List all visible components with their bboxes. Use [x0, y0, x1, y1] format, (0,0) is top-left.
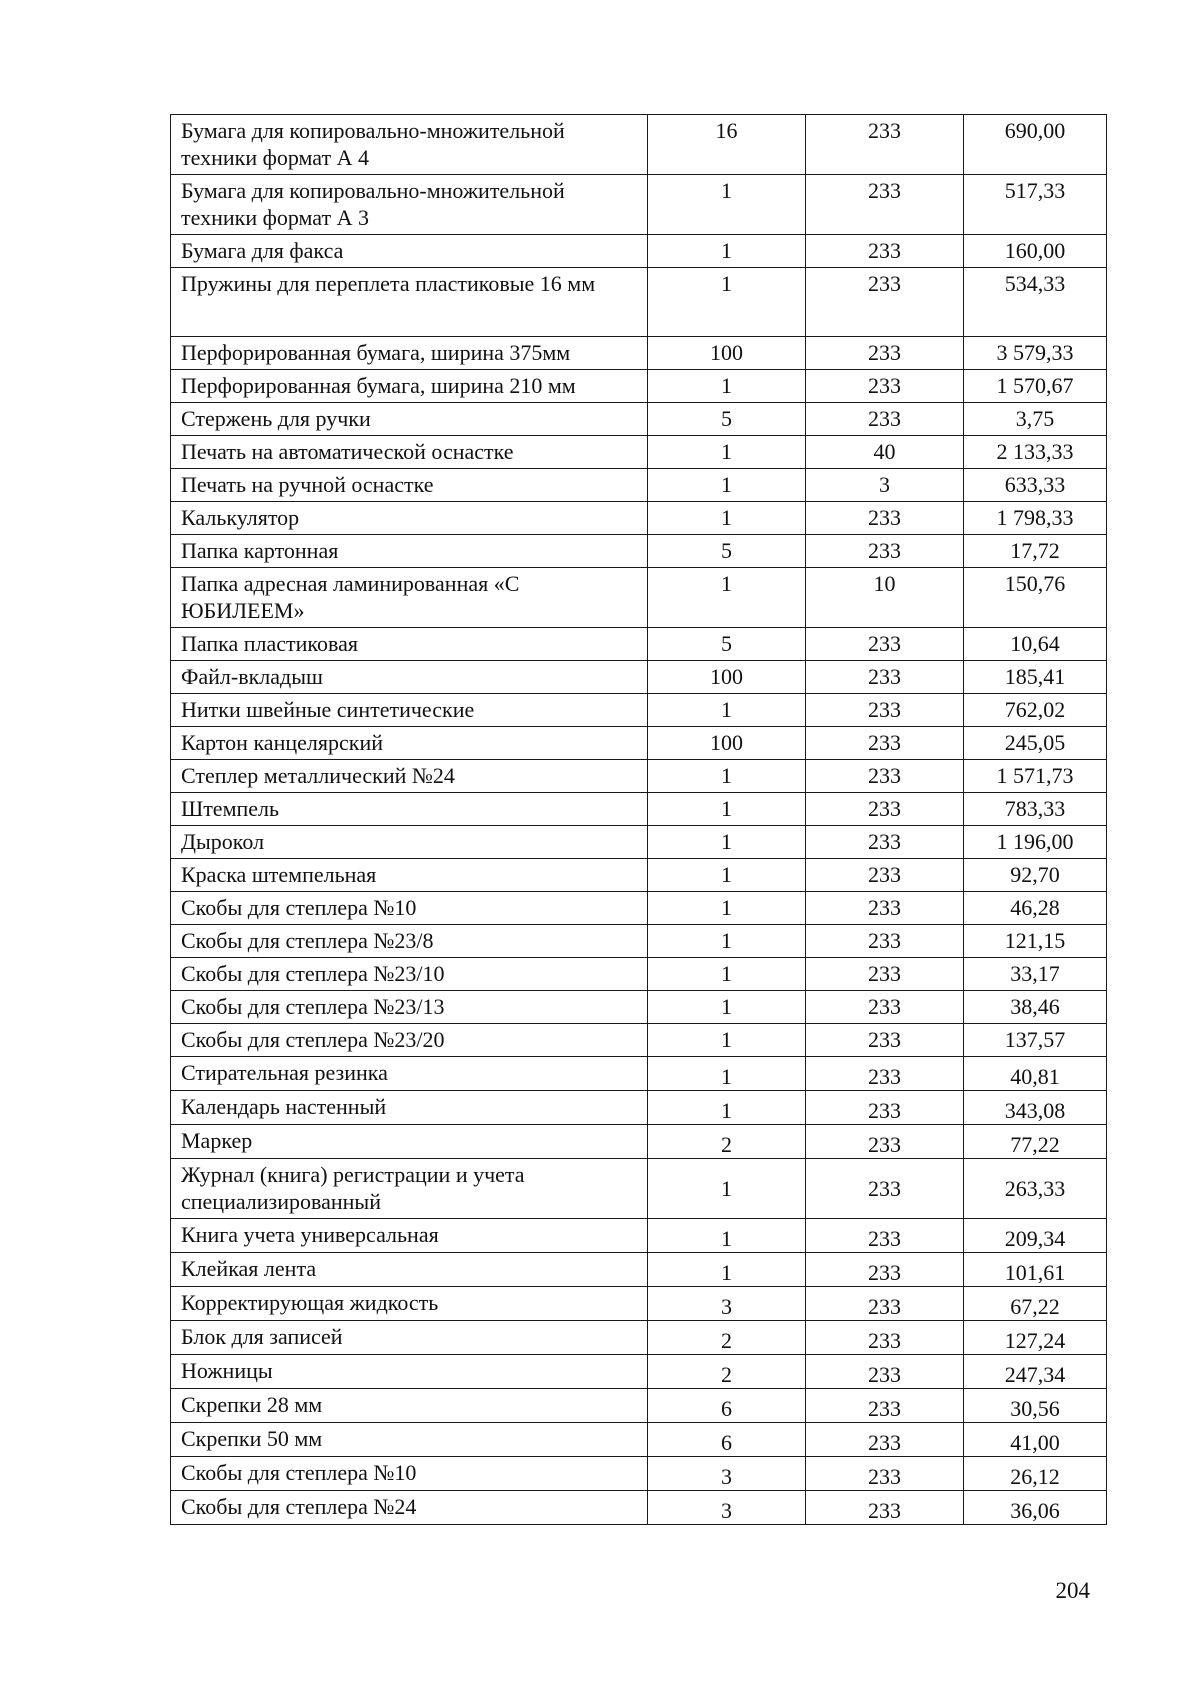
amount-cell: 30,56: [964, 1389, 1107, 1423]
days-cell: 233: [806, 1091, 964, 1125]
amount-cell: 534,33: [964, 268, 1107, 337]
table-row: [171, 469, 1107, 502]
days-cell: 233: [806, 859, 964, 892]
quantity-cell: 5: [648, 535, 806, 568]
quantity-cell: 3: [648, 1287, 806, 1321]
quantity-cell: 1: [648, 436, 806, 469]
amount-cell: 263,33: [964, 1159, 1107, 1219]
table-row: [171, 175, 1107, 235]
item-name-cell: Бумага для копировально-множительной техники формат А 3: [171, 175, 648, 235]
table-row: [171, 268, 1107, 337]
days-cell: 233: [806, 793, 964, 826]
amount-cell: 77,22: [964, 1125, 1107, 1159]
item-name-cell: Бумага для копировально-множительной техники формат А 4: [171, 115, 648, 175]
days-cell: 233: [806, 958, 964, 991]
days-cell: 233: [806, 1389, 964, 1423]
quantity-cell: 1: [648, 1253, 806, 1287]
item-name-cell: Бумага для факса: [171, 235, 648, 268]
quantity-cell: 1: [648, 568, 806, 628]
days-cell: 233: [806, 727, 964, 760]
quantity-cell: 5: [648, 628, 806, 661]
table-row: [171, 1423, 1107, 1457]
table-row: [171, 1389, 1107, 1423]
days-cell: 233: [806, 628, 964, 661]
item-name-cell: Степлер металлический №24: [171, 760, 648, 793]
amount-cell: 185,41: [964, 661, 1107, 694]
table-row: [171, 1024, 1107, 1057]
item-name-cell: Скрепки 28 мм: [171, 1389, 648, 1423]
item-name-cell: Штемпель: [171, 793, 648, 826]
table-row: [171, 1125, 1107, 1159]
days-cell: 233: [806, 1159, 964, 1219]
amount-cell: 121,15: [964, 925, 1107, 958]
days-cell: 233: [806, 1321, 964, 1355]
table-row: [171, 1355, 1107, 1389]
quantity-cell: 1: [648, 892, 806, 925]
table-row: [171, 661, 1107, 694]
table-row: [171, 568, 1107, 628]
days-cell: 3: [806, 469, 964, 502]
days-cell: 233: [806, 892, 964, 925]
amount-cell: 92,70: [964, 859, 1107, 892]
amount-cell: 2 133,33: [964, 436, 1107, 469]
table-row: [171, 694, 1107, 727]
quantity-cell: 6: [648, 1423, 806, 1457]
table-row: [171, 760, 1107, 793]
days-cell: 233: [806, 991, 964, 1024]
quantity-cell: 100: [648, 661, 806, 694]
days-cell: 233: [806, 760, 964, 793]
item-name-cell: Папка картонная: [171, 535, 648, 568]
amount-cell: 36,06: [964, 1491, 1107, 1525]
item-name-cell: Файл-вкладыш: [171, 661, 648, 694]
item-name-cell: Скобы для степлера №10: [171, 1457, 648, 1491]
quantity-cell: 3: [648, 1491, 806, 1525]
table-row: [171, 337, 1107, 370]
item-name-cell: Ножницы: [171, 1355, 648, 1389]
table-row: [171, 892, 1107, 925]
amount-cell: 46,28: [964, 892, 1107, 925]
amount-cell: 127,24: [964, 1321, 1107, 1355]
item-name-cell: Печать на ручной оснастке: [171, 469, 648, 502]
days-cell: 233: [806, 1423, 964, 1457]
table-row: [171, 925, 1107, 958]
item-name-cell: Книга учета универсальная: [171, 1219, 648, 1253]
days-cell: 233: [806, 925, 964, 958]
days-cell: 233: [806, 694, 964, 727]
item-name-cell: Краска штемпельная: [171, 859, 648, 892]
item-name-cell: Нитки швейные синтетические: [171, 694, 648, 727]
quantity-cell: 1: [648, 760, 806, 793]
quantity-cell: 100: [648, 727, 806, 760]
days-cell: 233: [806, 661, 964, 694]
quantity-cell: 2: [648, 1125, 806, 1159]
days-cell: 40: [806, 436, 964, 469]
table-row: [171, 1457, 1107, 1491]
days-cell: 10: [806, 568, 964, 628]
item-name-cell: Клейкая лента: [171, 1253, 648, 1287]
table-row: [171, 628, 1107, 661]
quantity-cell: 1: [648, 1024, 806, 1057]
days-cell: 233: [806, 1024, 964, 1057]
amount-cell: 633,33: [964, 469, 1107, 502]
item-name-cell: Скобы для степлера №23/8: [171, 925, 648, 958]
quantity-cell: 1: [648, 925, 806, 958]
days-cell: 233: [806, 1457, 964, 1491]
amount-cell: 137,57: [964, 1024, 1107, 1057]
table-row: [171, 991, 1107, 1024]
quantity-cell: 1: [648, 469, 806, 502]
quantity-cell: 1: [648, 694, 806, 727]
item-name-cell: Маркер: [171, 1125, 648, 1159]
table-row: [171, 1057, 1107, 1091]
table-row: [171, 793, 1107, 826]
table-row: [171, 826, 1107, 859]
days-cell: 233: [806, 535, 964, 568]
days-cell: 233: [806, 175, 964, 235]
table-row: [171, 1159, 1107, 1219]
days-cell: 233: [806, 268, 964, 337]
days-cell: 233: [806, 1125, 964, 1159]
supplies-table: [170, 114, 1107, 1525]
amount-cell: 33,17: [964, 958, 1107, 991]
days-cell: 233: [806, 337, 964, 370]
amount-cell: 245,05: [964, 727, 1107, 760]
quantity-cell: 1: [648, 268, 806, 337]
amount-cell: 783,33: [964, 793, 1107, 826]
item-name-cell: Скрепки 50 мм: [171, 1423, 648, 1457]
amount-cell: 26,12: [964, 1457, 1107, 1491]
amount-cell: 1 196,00: [964, 826, 1107, 859]
amount-cell: 101,61: [964, 1253, 1107, 1287]
item-name-cell: Стирательная резинка: [171, 1057, 648, 1091]
table-row: [171, 1321, 1107, 1355]
days-cell: 233: [806, 403, 964, 436]
table-row: [171, 1287, 1107, 1321]
amount-cell: 160,00: [964, 235, 1107, 268]
quantity-cell: 2: [648, 1321, 806, 1355]
quantity-cell: 100: [648, 337, 806, 370]
item-name-cell: Блок для записей: [171, 1321, 648, 1355]
amount-cell: 1 570,67: [964, 370, 1107, 403]
item-name-cell: Скобы для степлера №23/20: [171, 1024, 648, 1057]
days-cell: 233: [806, 115, 964, 175]
quantity-cell: 6: [648, 1389, 806, 1423]
days-cell: 233: [806, 1491, 964, 1525]
quantity-cell: 1: [648, 1091, 806, 1125]
table-row: [171, 502, 1107, 535]
amount-cell: 10,64: [964, 628, 1107, 661]
amount-cell: 517,33: [964, 175, 1107, 235]
quantity-cell: 1: [648, 793, 806, 826]
quantity-cell: 16: [648, 115, 806, 175]
amount-cell: 38,46: [964, 991, 1107, 1024]
quantity-cell: 1: [648, 1159, 806, 1219]
amount-cell: 67,22: [964, 1287, 1107, 1321]
item-name-cell: Папка пластиковая: [171, 628, 648, 661]
table-row: [171, 1219, 1107, 1253]
days-cell: 233: [806, 826, 964, 859]
item-name-cell: Картон канцелярский: [171, 727, 648, 760]
item-name-cell: Скобы для степлера №24: [171, 1491, 648, 1525]
item-name-cell: Перфорированная бумага, ширина 375мм: [171, 337, 648, 370]
quantity-cell: 1: [648, 235, 806, 268]
days-cell: 233: [806, 1057, 964, 1091]
table-row: [171, 958, 1107, 991]
days-cell: 233: [806, 1253, 964, 1287]
item-name-cell: Печать на автоматической оснастке: [171, 436, 648, 469]
amount-cell: 3,75: [964, 403, 1107, 436]
amount-cell: 40,81: [964, 1057, 1107, 1091]
item-name-cell: Папка адресная ламинированная «С ЮБИЛЕЕМ»: [171, 568, 648, 628]
table-row: [171, 436, 1107, 469]
quantity-cell: 1: [648, 991, 806, 1024]
quantity-cell: 2: [648, 1355, 806, 1389]
item-name-cell: Стержень для ручки: [171, 403, 648, 436]
quantity-cell: 1: [648, 859, 806, 892]
days-cell: 233: [806, 1219, 964, 1253]
days-cell: 233: [806, 1355, 964, 1389]
table-row: [171, 1091, 1107, 1125]
table-row: [171, 535, 1107, 568]
amount-cell: 343,08: [964, 1091, 1107, 1125]
table-row: [171, 1253, 1107, 1287]
days-cell: 233: [806, 502, 964, 535]
table-row: [171, 727, 1107, 760]
quantity-cell: 1: [648, 502, 806, 535]
amount-cell: 1 798,33: [964, 502, 1107, 535]
quantity-cell: 1: [648, 958, 806, 991]
table-row: [171, 859, 1107, 892]
quantity-cell: 1: [648, 370, 806, 403]
supplies-table-body: [171, 115, 1107, 1525]
days-cell: 233: [806, 370, 964, 403]
table-row: [171, 115, 1107, 175]
table-row: [171, 370, 1107, 403]
amount-cell: 17,72: [964, 535, 1107, 568]
table-row: [171, 1491, 1107, 1525]
amount-cell: 690,00: [964, 115, 1107, 175]
amount-cell: 209,34: [964, 1219, 1107, 1253]
item-name-cell: Журнал (книга) регистрации и учета специализированный: [171, 1159, 648, 1219]
quantity-cell: 1: [648, 1057, 806, 1091]
item-name-cell: Календарь настенный: [171, 1091, 648, 1125]
item-name-cell: Скобы для степлера №23/10: [171, 958, 648, 991]
quantity-cell: 5: [648, 403, 806, 436]
item-name-cell: Корректирующая жидкость: [171, 1287, 648, 1321]
amount-cell: 3 579,33: [964, 337, 1107, 370]
amount-cell: 762,02: [964, 694, 1107, 727]
days-cell: 233: [806, 235, 964, 268]
quantity-cell: 1: [648, 826, 806, 859]
amount-cell: 247,34: [964, 1355, 1107, 1389]
quantity-cell: 3: [648, 1457, 806, 1491]
amount-cell: 150,76: [964, 568, 1107, 628]
days-cell: 233: [806, 1287, 964, 1321]
item-name-cell: Перфорированная бумага, ширина 210 мм: [171, 370, 648, 403]
item-name-cell: Калькулятор: [171, 502, 648, 535]
quantity-cell: 1: [648, 175, 806, 235]
quantity-cell: 1: [648, 1219, 806, 1253]
table-row: [171, 403, 1107, 436]
item-name-cell: Скобы для степлера №23/13: [171, 991, 648, 1024]
item-name-cell: Скобы для степлера №10: [171, 892, 648, 925]
item-name-cell: Пружины для переплета пластиковые 16 мм: [171, 268, 648, 337]
table-row: [171, 235, 1107, 268]
amount-cell: 41,00: [964, 1423, 1107, 1457]
page-number: 204: [1055, 1578, 1090, 1603]
amount-cell: 1 571,73: [964, 760, 1107, 793]
item-name-cell: Дырокол: [171, 826, 648, 859]
